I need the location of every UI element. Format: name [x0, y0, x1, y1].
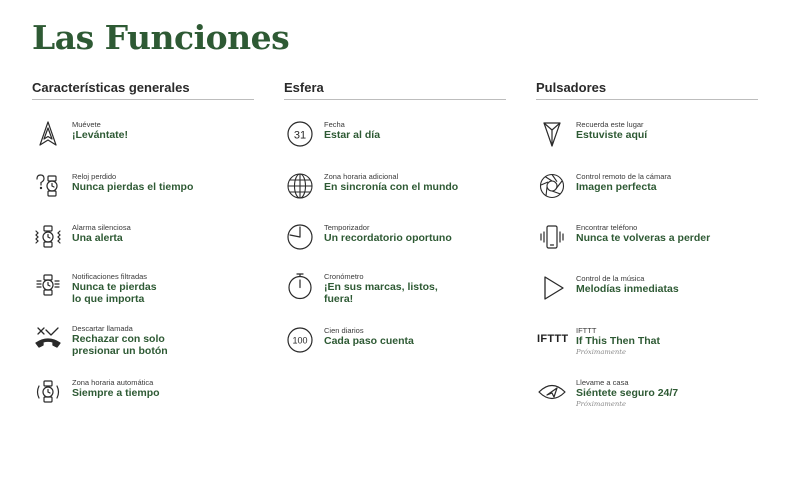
- ifttt-logo-text: IFTTT: [537, 333, 569, 345]
- decline-call-icon: [34, 324, 62, 352]
- feature-title: Siempre a tiempo: [72, 387, 160, 399]
- feature-title: Cada paso cuenta: [324, 335, 414, 347]
- vibrating-watch-icon: [34, 223, 62, 251]
- coming-soon-note: Próximamente: [576, 347, 627, 356]
- coming-soon-note: Próximamente: [576, 399, 627, 408]
- date-number: 31: [293, 129, 307, 142]
- feature-title: Nunca pierdas el tiempo: [72, 181, 194, 193]
- camera-shutter-icon: [538, 172, 566, 200]
- feature-label: Zona horaria adicional: [324, 172, 399, 181]
- feature-title: Rechazar con solo presionar un botón: [72, 333, 168, 357]
- page-title: Las Funciones: [32, 18, 290, 57]
- vibrating-phone-icon: [538, 223, 566, 251]
- feature-label: Descartar llamada: [72, 324, 133, 333]
- feature-label: Muévete: [72, 120, 101, 129]
- feature-title: Siéntete seguro 24/7: [576, 387, 679, 399]
- column-esfera: [284, 80, 506, 347]
- lost-watch-icon: [34, 172, 62, 200]
- feature-label: Alarma silenciosa: [72, 223, 131, 232]
- feature-label: Llevame a casa: [576, 378, 629, 387]
- feature-label: Encontrar teléfono: [576, 223, 638, 232]
- counter-number: 100: [292, 335, 308, 346]
- column-heading: Esfera: [284, 80, 506, 100]
- column-heading: Pulsadores: [536, 80, 758, 100]
- feature-label: IFTTT: [576, 326, 597, 335]
- notification-watch-icon: [34, 272, 62, 300]
- play-icon: [538, 274, 566, 302]
- feature-title: Estuviste aquí: [576, 129, 648, 141]
- column-heading: Características generales: [32, 80, 254, 100]
- stopwatch-icon: [286, 272, 314, 300]
- feature-label: Fecha: [324, 120, 345, 129]
- feature-label: Zona horaria automática: [72, 378, 154, 387]
- feature-title: Estar al día: [324, 129, 381, 141]
- feature-title: Una alerta: [72, 232, 123, 244]
- feature-label: Control remoto de la cámara: [576, 172, 672, 181]
- column-caracteristicas-generales: [32, 80, 254, 399]
- feature-title: ¡Levántate!: [72, 129, 129, 141]
- feature-title: ¡En sus marcas, listos, fuera!: [324, 281, 438, 305]
- feature-label: Notificaciones filtradas: [72, 272, 148, 281]
- feature-title: If This Then That: [576, 335, 660, 347]
- globe-icon: [286, 172, 314, 200]
- feature-label: Control de la música: [576, 274, 645, 283]
- compass-arrow-icon: [34, 120, 62, 148]
- feature-label: Temporizador: [324, 223, 370, 232]
- feature-title: Un recordatorio oportuno: [324, 232, 452, 244]
- feature-label: Recuerda este lugar: [576, 120, 644, 129]
- feature-title: Imagen perfecta: [576, 181, 657, 193]
- feature-title: Melodías inmediatas: [576, 283, 679, 295]
- timer-icon: [286, 223, 314, 251]
- feature-label: Cien diarios: [324, 326, 364, 335]
- ifttt-logo-icon: [537, 326, 569, 354]
- date-dial-icon: [286, 120, 314, 148]
- feature-title: En sincronía con el mundo: [324, 181, 459, 193]
- feature-title: Nunca te pierdas lo que importa: [72, 281, 157, 305]
- feature-title: Nunca te volveras a perder: [576, 232, 711, 244]
- feature-label: Reloj perdido: [72, 172, 117, 181]
- feature-label: Cronómetro: [324, 272, 364, 281]
- column-pulsadores: [536, 80, 758, 408]
- auto-timezone-watch-icon: [34, 378, 62, 406]
- location-marker-icon: [538, 120, 566, 148]
- step-counter-icon: [286, 326, 314, 354]
- navigation-eye-icon: [538, 378, 566, 406]
